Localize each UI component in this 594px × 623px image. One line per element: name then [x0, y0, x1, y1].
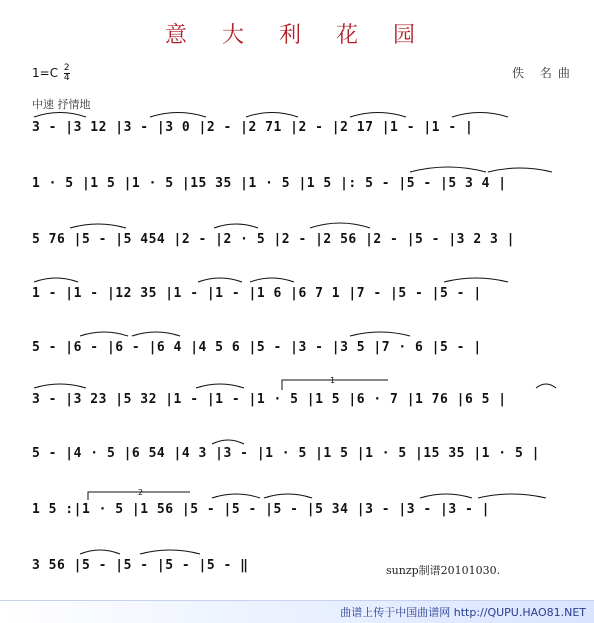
key-label: 1=C — [32, 66, 59, 80]
slur — [264, 494, 312, 498]
transcriber-credit: sunzp制谱20101030. — [386, 564, 501, 577]
time-sig-top: 2 — [63, 63, 70, 73]
slur — [488, 168, 552, 172]
score-row-4: 1 - |1 - |12 35 |1 - |1 - |1 6 |6 7 1 |7 - |5 - |5 - | — [32, 286, 482, 301]
slur — [34, 113, 86, 118]
slur — [34, 384, 86, 388]
slur — [214, 224, 258, 228]
site-watermark — [0, 600, 594, 623]
score-row-5: 5 - |6 - |6 - |6 4 |4 5 6 |5 - |3 - |3 5 |7 · 6 |5 - | — [32, 340, 482, 355]
slur — [350, 332, 410, 336]
score-row-6: 3 - |3 23 |5 32 |1 - |1 - |1 · 5 |1 5 |6 · 7 |1 76 |6 5 | — [32, 392, 507, 407]
watermark-text: 曲谱上传于中国曲谱网 http://QUPU.HAO81.NET — [340, 606, 586, 619]
score-row-9: 3 56 |5 - |5 - |5 - |5 - ‖ — [32, 558, 249, 573]
score-row-2: 1 · 5 |1 5 |1 · 5 |15 35 |1 · 5 |1 5 |: 5 - |5 - |5 3 4 | — [32, 176, 507, 191]
slur — [212, 494, 260, 498]
score-row-8: 1 5 :|1 · 5 |1 56 |5 - |5 - |5 - |5 34 |3 - |3 - |3 - | — [32, 502, 490, 517]
slur — [536, 384, 556, 388]
slur — [452, 113, 508, 118]
slur — [80, 332, 128, 336]
slur — [410, 167, 486, 172]
slur — [150, 113, 206, 118]
score-row-7: 5 - |4 · 5 |6 54 |4 3 |3 - |1 · 5 |1 5 |1 · 5 |15 35 |1 · 5 | — [32, 446, 540, 461]
slur — [196, 384, 244, 388]
slur — [70, 224, 126, 228]
slur — [444, 278, 508, 282]
slur — [250, 278, 294, 282]
slur — [310, 223, 370, 228]
slur — [478, 494, 546, 498]
slur — [198, 278, 242, 282]
volta-2-label: 2 — [138, 488, 144, 497]
slur — [80, 550, 120, 554]
slur — [132, 332, 180, 336]
volta-1-label: 1 — [330, 376, 336, 385]
slur — [212, 440, 244, 444]
slur — [34, 278, 78, 282]
tempo-marking: 中速 抒情地 — [32, 98, 91, 111]
slur — [246, 113, 298, 118]
slur — [350, 113, 406, 118]
slur — [420, 494, 472, 498]
time-sig-bottom: 4 — [63, 73, 70, 83]
slur — [140, 550, 200, 554]
score-row-3: 5 76 |5 - |5 454 |2 - |2 · 5 |2 - |2 56 |2 - |5 - |3 2 3 | — [32, 232, 515, 247]
composer-credit: 佚 名曲 — [512, 66, 576, 80]
score-row-1: 3 - |3 12 |3 - |3 0 |2 - |2 71 |2 - |2 17 |1 - |1 - | — [32, 120, 474, 135]
song-title: 意 大 利 花 园 — [165, 23, 429, 48]
